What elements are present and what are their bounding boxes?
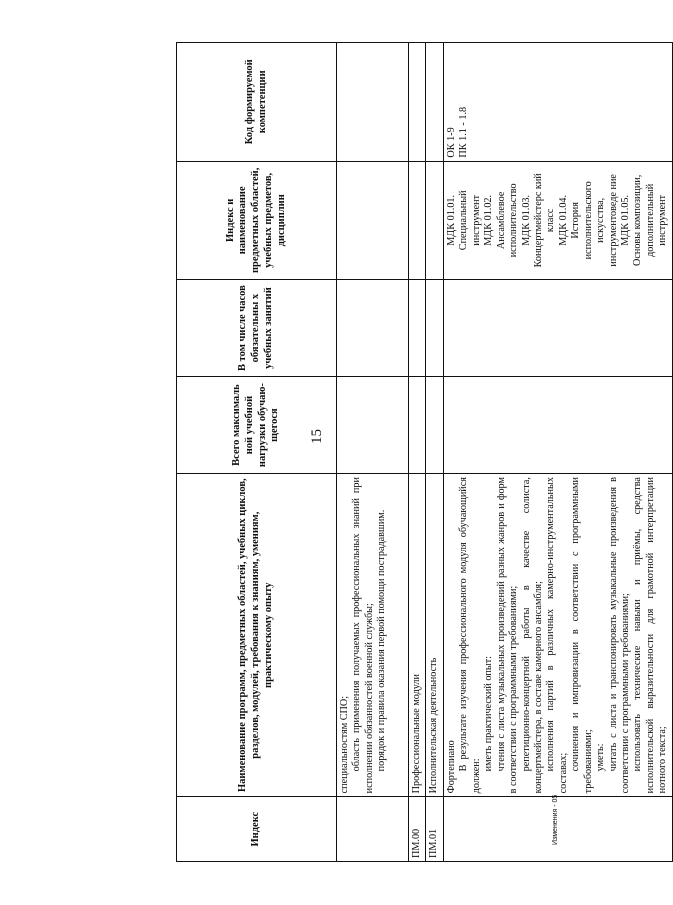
header-index: Индекс — [177, 797, 337, 862]
cell-disciplines — [426, 161, 443, 280]
cell-index: ПМ.01 — [426, 797, 443, 862]
cell-competencies — [426, 43, 443, 162]
discipline-line: МДК 01.05. — [620, 194, 631, 246]
footer-note: Изменения - 05 — [552, 794, 559, 845]
table-row — [443, 43, 672, 862]
page-number: 15 — [309, 429, 325, 444]
cell-total — [409, 377, 426, 474]
cell-index: ПМ.00 — [409, 797, 426, 862]
name-line: область применения получаемых профессиональных знаний при исполнении обязанностей военной службы; — [351, 477, 375, 794]
name-line: порядок и правила оказания первой помощи пострадавшим. — [376, 509, 388, 772]
name-line: репетиционно-концертной работы в качестве солиста, концертмейстера, в составе камерного ансамбля; — [520, 477, 544, 794]
cell-name: Профессиональные модули — [409, 474, 426, 797]
name-line: иметь практический опыт: — [483, 655, 495, 772]
header-name: Наименование программ, предметных областей, учебных циклов, разделов, модулей, требования к знаниям, умениям, практическому опыту — [177, 474, 337, 797]
discipline-line: История исполнительского искусства, инструментоведе ние — [570, 174, 619, 267]
cell-competencies — [337, 43, 409, 162]
name-line: читать с листа и транспонировать музыкальные произведения в соответствии с программными требованиями; — [607, 477, 631, 794]
cell-total — [443, 377, 672, 474]
cell-disciplines — [443, 161, 672, 280]
cell-disciplines — [409, 161, 426, 280]
name-line: Фортепиано — [445, 740, 457, 794]
cell-mandatory — [337, 280, 409, 377]
cell-mandatory — [426, 280, 443, 377]
cell-name — [337, 474, 409, 797]
table-row — [426, 43, 443, 862]
discipline-line: МДК 01.01. — [445, 194, 457, 246]
name-line: специальностям СПО; — [339, 695, 350, 794]
curriculum-table — [176, 42, 673, 862]
header-disciplines: Индекс и наименование предметных областей, учебных предметов, дисциплин — [177, 161, 337, 280]
cell-mandatory — [409, 280, 426, 377]
cell-disciplines — [337, 161, 409, 280]
cell-name: Исполнительская деятельность — [426, 474, 443, 797]
cell-competencies — [443, 43, 672, 162]
header-competencies: Код формируемой компетенции — [177, 43, 337, 162]
table-row — [409, 43, 426, 862]
cell-competencies — [409, 43, 426, 162]
name-line: сочинения и импровизации в соответствии с программными требованиями; — [570, 477, 594, 794]
discipline-line: Специальный инструмент — [458, 190, 482, 251]
discipline-line: Основы композиции, дополнительный инструмент — [632, 174, 669, 266]
cell-index — [337, 797, 409, 862]
discipline-line: МДК 01.04. — [557, 194, 569, 246]
table-header-row — [177, 43, 337, 862]
discipline-line: Ансамблевое исполнительство — [495, 183, 520, 258]
cell-total — [337, 377, 409, 474]
name-line: исполнения партий в различных камерно-инструментальных составах; — [545, 477, 569, 794]
cell-name — [443, 474, 672, 797]
name-line: чтения с листа музыкальных произведений разных жанров и форм в соответствии с программными требованиями; — [495, 477, 520, 794]
competency-line: ПК 1.1 - 1.8 — [458, 106, 470, 158]
discipline-line: МДК 01.02. — [483, 194, 495, 246]
discipline-line: МДК 01.03. — [520, 194, 532, 246]
name-line: использовать технические навыки и приёмы, средства исполнительской выразительности для грамотной интерпретации нотного текста; — [632, 477, 669, 794]
header-total-load: Всего максималь ной учебной нагрузки обучаю-щегося — [177, 377, 337, 474]
discipline-line: Концертмейстерс кий класс — [532, 173, 557, 268]
table-row — [337, 43, 409, 862]
cell-mandatory — [443, 280, 672, 377]
header-mandatory-hours: В том числе часов обязательны х учебных занятий — [177, 280, 337, 377]
name-line: В результате изучения профессионального модуля обучающийся должен: — [458, 477, 482, 794]
cell-total — [426, 377, 443, 474]
name-line: уметь: — [595, 743, 607, 772]
competency-line: ОК 1-9 — [445, 127, 457, 158]
rotated-table-region — [176, 42, 669, 862]
